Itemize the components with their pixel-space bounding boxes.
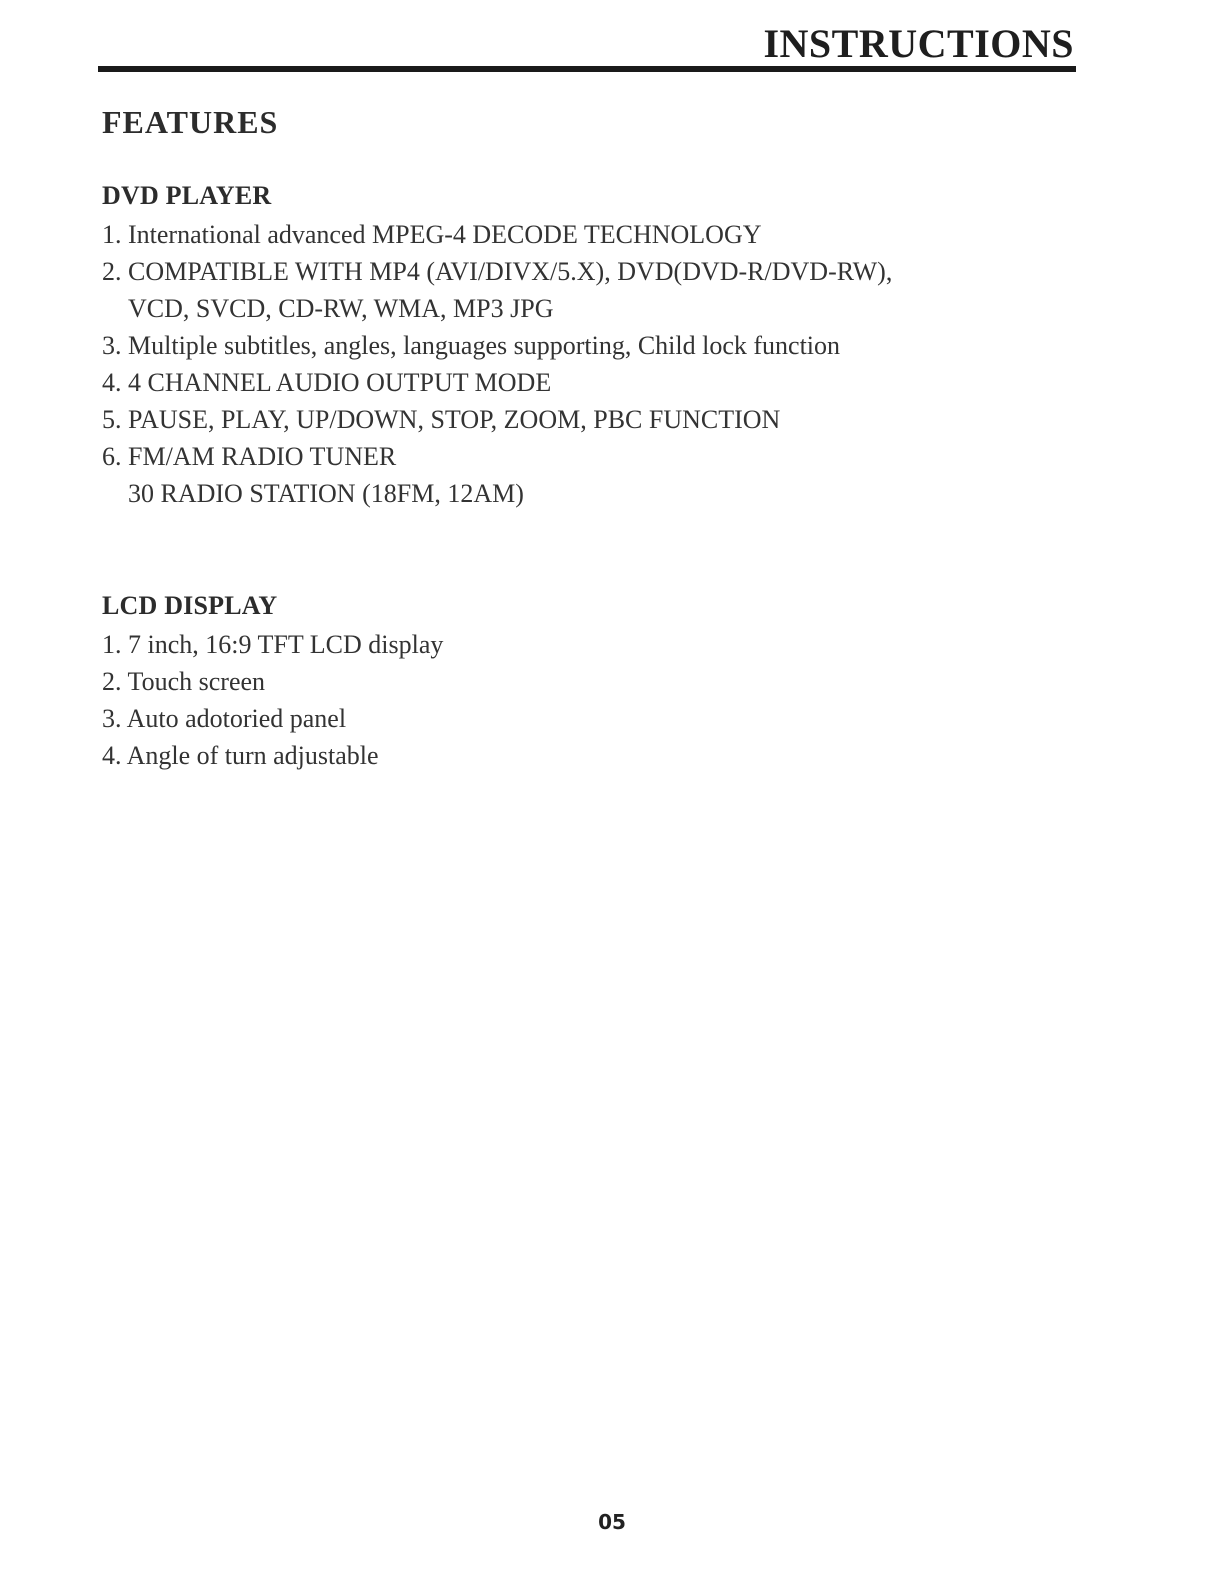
list-item-continuation: VCD, SVCD, CD-RW, WMA, MP3 JPG — [128, 294, 554, 323]
list-item — [102, 700, 1062, 737]
list-item — [102, 216, 1062, 253]
list-item-text: 2. Touch screen — [102, 667, 266, 696]
list-item-text: 2. COMPATIBLE WITH MP4 (AVI/DIVX/5.X), DVD(DVD-R/DVD-RW), — [102, 257, 893, 286]
list-item — [102, 401, 1062, 438]
page-heading: FEATURES — [102, 104, 279, 140]
section-dvd-player — [102, 179, 1062, 512]
list-item-text: 3. Multiple subtitles, angles, languages supporting, Child lock function — [102, 331, 841, 360]
list-item-text: 6. FM/AM RADIO TUNER — [102, 442, 397, 471]
dvd-feature-list — [102, 216, 1062, 512]
section-title-lcd-display: LCD DISPLAY — [102, 591, 278, 620]
lcd-feature-list — [102, 626, 1062, 774]
list-item — [102, 737, 1062, 774]
list-item-text: 4. 4 CHANNEL AUDIO OUTPUT MODE — [102, 368, 552, 397]
list-item-text: 4. Angle of turn adjustable — [102, 741, 379, 770]
list-item — [102, 364, 1062, 401]
section-title-dvd-player: DVD PLAYER — [102, 181, 272, 210]
list-item — [102, 253, 1062, 327]
section-lcd-display — [102, 589, 1062, 774]
header-divider — [98, 66, 1076, 72]
list-item-continuation: 30 RADIO STATION (18FM, 12AM) — [128, 479, 524, 508]
list-item — [102, 438, 1062, 512]
list-item — [102, 626, 1062, 663]
list-item — [102, 663, 1062, 700]
list-item-text: 3. Auto adotoried panel — [102, 704, 347, 733]
page-number: 05 — [598, 1510, 626, 1534]
list-item-text: 1. International advanced MPEG-4 DECODE TECHNOLOGY — [102, 220, 762, 249]
list-item-text: 1. 7 inch, 16:9 TFT LCD display — [102, 630, 444, 659]
header-title: INSTRUCTIONS — [763, 21, 1074, 66]
list-item — [102, 327, 1062, 364]
list-item-text: 5. PAUSE, PLAY, UP/DOWN, STOP, ZOOM, PBC FUNCTION — [102, 405, 781, 434]
